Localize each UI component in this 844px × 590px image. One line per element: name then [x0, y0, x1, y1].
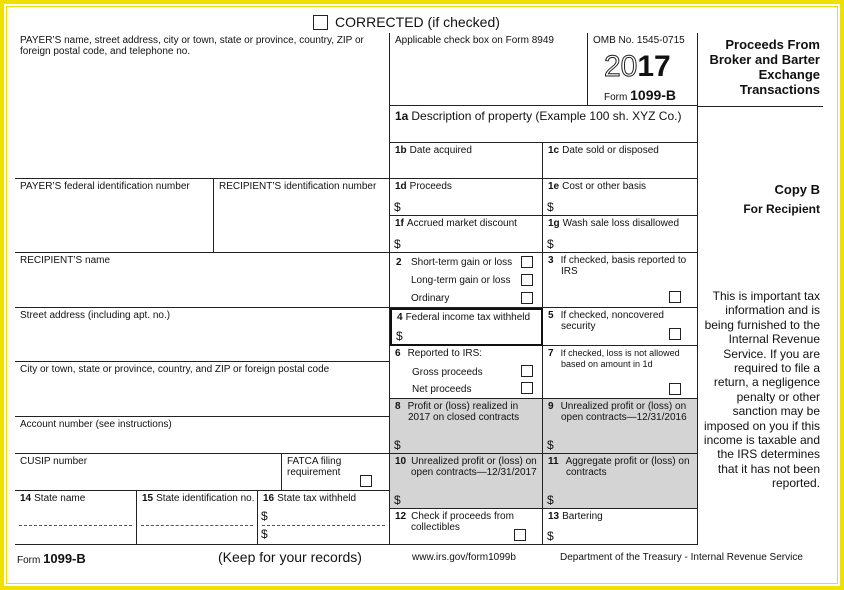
copy-for-recipient: For Recipient — [743, 202, 820, 216]
street-label: Street address (including apt. no.) — [20, 310, 171, 321]
box10-dollar: $ — [394, 493, 401, 507]
box1g-num: 1g — [548, 218, 560, 229]
box13-bartering[interactable] — [543, 509, 698, 545]
box1b-label: Date acquired — [409, 145, 472, 156]
cusip-box[interactable] — [15, 454, 282, 491]
city-label: City or town, state or province, country, and ZIP or foreign postal code — [20, 364, 330, 375]
recipient-name-box[interactable] — [15, 253, 390, 308]
box1c-num: 1c — [548, 145, 560, 156]
recipient-id-label: RECIPIENT’S identification number — [219, 181, 377, 192]
box6-reported — [390, 346, 543, 399]
box16-label: State tax withheld — [277, 493, 357, 504]
box3-label: If checked, basis reported to IRS — [560, 255, 687, 277]
box1d-proceeds[interactable] — [390, 179, 543, 216]
box13-dollar: $ — [547, 529, 554, 543]
box1e-num: 1e — [548, 181, 560, 192]
box14-state-name[interactable] — [15, 491, 137, 545]
box1g-dollar: $ — [547, 237, 554, 251]
corrected-checkbox[interactable] — [313, 15, 328, 30]
box7-label: If checked, loss is not allowed based on amount in 1d — [560, 348, 680, 369]
box1f-market-discount[interactable] — [390, 216, 543, 253]
box15-num: 15 — [142, 493, 154, 504]
box1a-num: 1a — [395, 109, 409, 123]
box6-net-label: Net proceeds — [412, 384, 472, 395]
box12-label: Check if proceeds from collectibles — [411, 511, 514, 533]
footer-keep: (Keep for your records) — [218, 549, 362, 565]
box2-ordinary-label: Ordinary — [411, 293, 450, 304]
gross-proceeds-checkbox[interactable] — [521, 365, 533, 377]
short-term-checkbox[interactable] — [521, 256, 533, 268]
box2-num: 2 — [396, 257, 402, 268]
box14-label: State name — [34, 493, 86, 504]
payer-id-box[interactable] — [15, 179, 214, 253]
title-rule — [698, 106, 823, 107]
footer-dept: Department of the Treasury - Internal Revenue Service — [560, 552, 803, 563]
box7-num: 7 — [548, 348, 554, 359]
city-box[interactable] — [15, 362, 390, 417]
long-term-checkbox[interactable] — [521, 274, 533, 286]
box8-label: Profit or (loss) realized in 2017 on closed contracts — [407, 401, 520, 423]
box1d-dollar: $ — [394, 200, 401, 214]
box2-gain-type — [390, 253, 543, 308]
box9-unrealized-2016[interactable] — [543, 399, 698, 454]
recipient-name-label: RECIPIENT’S name — [20, 255, 111, 266]
box1b-date-acquired[interactable] — [390, 143, 543, 179]
omb-form-name: Form 1099-B — [604, 87, 677, 103]
payer-label: PAYER’S name, street address, city or town, state or province, country, ZIP or foreign postal code, and telephone no. — [20, 35, 364, 57]
box1d-label: Proceeds — [409, 181, 452, 192]
box1e-label: Cost or other basis — [562, 181, 647, 192]
box1d-num: 1d — [395, 181, 407, 192]
box1f-dollar: $ — [394, 237, 401, 251]
tax-year: 2017 — [604, 50, 671, 83]
box16-state-tax[interactable] — [258, 491, 390, 545]
form8949-label: Applicable check box on Form 8949 — [395, 35, 554, 46]
fatca-label: FATCA filing requirement — [287, 456, 342, 478]
box1g-wash-sale[interactable] — [543, 216, 698, 253]
box10-label: Unrealized profit or (loss) on open contracts—12/31/2017 — [411, 456, 537, 478]
box5-num: 5 — [548, 310, 554, 321]
omb-number: OMB No. 1545-0715 — [593, 35, 685, 46]
box5-noncovered — [543, 308, 698, 346]
box14-num: 14 — [20, 493, 32, 504]
box15-state-id[interactable] — [137, 491, 258, 545]
fatca-checkbox[interactable] — [360, 475, 372, 487]
fatca-box[interactable] — [282, 454, 390, 491]
box1f-num: 1f — [395, 218, 404, 229]
box4-label: Federal income tax withheld — [405, 312, 531, 323]
box7-loss-not-allowed — [543, 346, 698, 399]
net-proceeds-checkbox[interactable] — [521, 382, 533, 394]
box13-num: 13 — [548, 511, 560, 522]
box11-num: 11 — [548, 456, 559, 467]
recipient-id-box[interactable] — [214, 179, 390, 253]
box4-num: 4 — [397, 312, 403, 323]
box1e-dollar: $ — [547, 200, 554, 214]
basis-reported-checkbox[interactable] — [669, 291, 681, 303]
box2-short-label: Short-term gain or loss — [411, 257, 513, 268]
loss-not-allowed-checkbox[interactable] — [669, 383, 681, 395]
box4-dollar: $ — [396, 329, 403, 343]
box16-divider — [262, 525, 385, 526]
payer-box[interactable] — [15, 33, 390, 179]
box11-aggregate[interactable] — [543, 454, 698, 509]
box8-realized-profit[interactable] — [390, 399, 543, 454]
account-label: Account number (see instructions) — [20, 419, 172, 430]
box9-num: 9 — [548, 401, 554, 412]
form-title: Proceeds From Broker and Barter Exchange Transactions — [709, 37, 820, 97]
box1c-label: Date sold or disposed — [562, 145, 659, 156]
box12-collectibles — [390, 509, 543, 545]
box1c-date-sold[interactable] — [543, 143, 698, 179]
box4-federal-tax[interactable] — [390, 308, 543, 346]
box1e-cost-basis[interactable] — [543, 179, 698, 216]
box1g-label: Wash sale loss disallowed — [562, 218, 680, 229]
cusip-label: CUSIP number — [20, 456, 88, 467]
collectibles-checkbox[interactable] — [514, 529, 526, 541]
box11-label: Aggregate profit or (loss) on contracts — [565, 456, 690, 478]
box8-dollar: $ — [394, 438, 401, 452]
box16-dollar-1: $ — [261, 509, 268, 523]
box9-dollar: $ — [547, 438, 554, 452]
box14-divider — [19, 525, 132, 526]
box13-label: Bartering — [562, 511, 603, 522]
box16-dollar-2: $ — [261, 527, 268, 541]
box3-num: 3 — [548, 255, 554, 266]
omb-box — [588, 33, 698, 106]
box10-unrealized-2017[interactable] — [390, 454, 543, 509]
corrected-label: CORRECTED (if checked) — [335, 14, 500, 30]
box11-dollar: $ — [547, 493, 554, 507]
box16-num: 16 — [263, 493, 275, 504]
box6-gross-label: Gross proceeds — [412, 367, 483, 378]
footer-url: www.irs.gov/form1099b — [412, 552, 516, 563]
copy-b-label: Copy B — [774, 182, 820, 197]
box6-num: 6 — [395, 348, 401, 359]
payer-id-label: PAYER’S federal identification number — [20, 181, 190, 192]
box15-divider — [141, 525, 253, 526]
box9-label: Unrealized profit or (loss) on open contracts—12/31/2016 — [560, 401, 687, 423]
box1b-num: 1b — [395, 145, 407, 156]
form8949-box[interactable] — [390, 33, 588, 106]
box15-label: State identification no. — [156, 493, 255, 504]
box1f-label: Accrued market discount — [406, 218, 517, 229]
box1a-label: Description of property (Example 100 sh. XYZ Co.) — [411, 109, 682, 123]
ordinary-checkbox[interactable] — [521, 292, 533, 304]
account-box[interactable] — [15, 417, 390, 454]
footer-form-name: Form 1099-B — [17, 551, 86, 566]
box12-num: 12 — [395, 511, 407, 522]
box8-num: 8 — [395, 401, 401, 412]
box2-long-label: Long-term gain or loss — [411, 275, 511, 286]
box1a-description[interactable] — [390, 106, 698, 143]
street-box[interactable] — [15, 308, 390, 362]
box6-label: Reported to IRS: — [407, 348, 483, 359]
important-notice: This is important tax information and is being furnished to the Internal Revenue Service. If you are required to file a return, a negligence penalty or other sanction may be imposed on you if this income is taxable and the IRS determines that it has not been reported. — [703, 289, 820, 491]
box5-label: If checked, noncovered security — [560, 310, 664, 332]
box3-basis-reported — [543, 253, 698, 308]
noncovered-checkbox[interactable] — [669, 328, 681, 340]
box10-num: 10 — [395, 456, 407, 467]
